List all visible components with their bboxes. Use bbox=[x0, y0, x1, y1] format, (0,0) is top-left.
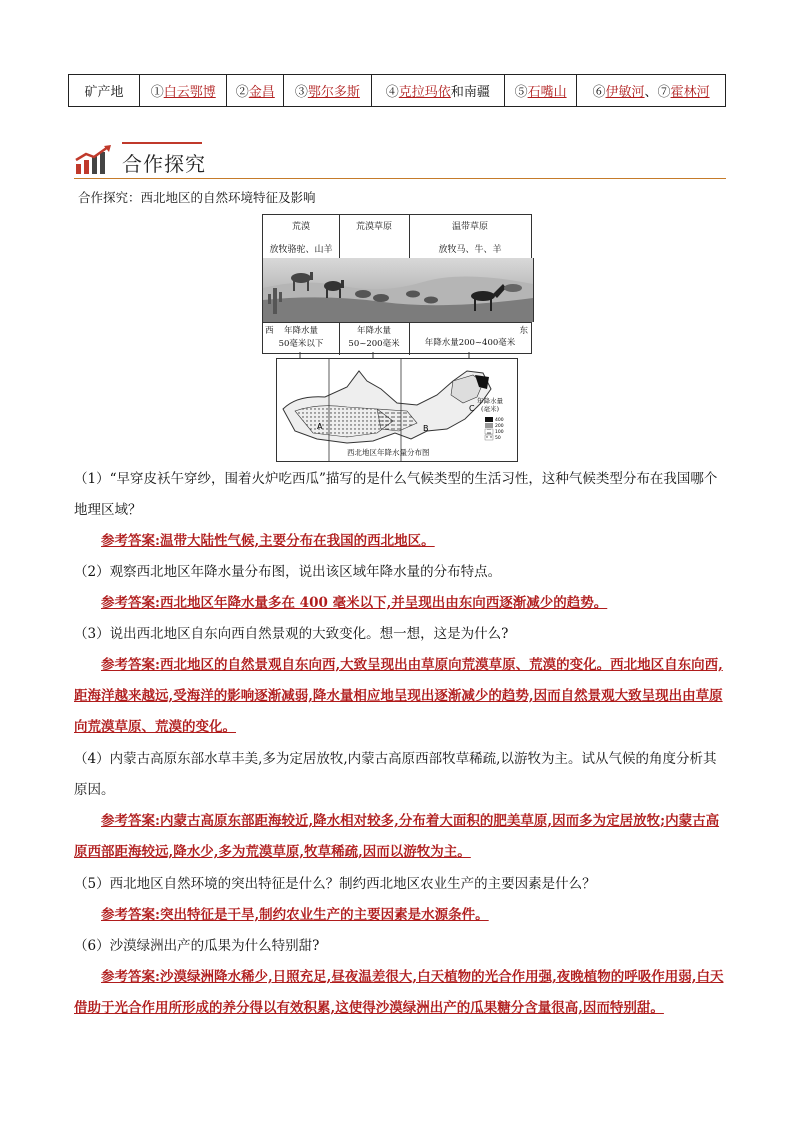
section-title: 合作探究 bbox=[122, 152, 206, 176]
answer-text bbox=[74, 969, 723, 1016]
answer-body: 突出特征是干旱,制约农业生产的主要因素是水源条件。 bbox=[159, 907, 489, 923]
map-legend bbox=[485, 417, 504, 441]
answer-text bbox=[74, 813, 719, 860]
col-head: 荒漠 bbox=[291, 222, 310, 232]
cow-icon bbox=[504, 284, 522, 292]
answer-body: 内蒙古高原东部距海较近,降水相对较多,分布着大面积的肥美草原,因而多为定居放牧;内蒙古高原西部距海较远,降水少,多为荒漠草原,牧草稀疏,因而以游牧为主。 bbox=[74, 813, 720, 860]
question-text: （3）说出西北地区自东向西自然景观的大致变化。想一想，这是为什么? bbox=[74, 626, 509, 642]
legend-title-line: 年降水量 bbox=[477, 397, 503, 405]
cell-place: 白云鄂博 bbox=[163, 85, 216, 100]
cell-place: 鄂尔多斯 bbox=[307, 85, 360, 100]
answer-text bbox=[101, 533, 435, 549]
legend-value: 100 bbox=[495, 430, 504, 435]
answer-label: 参考答案: bbox=[101, 533, 160, 549]
table-cell bbox=[371, 75, 504, 107]
table-cell-header bbox=[69, 75, 140, 107]
table-cell bbox=[284, 75, 371, 107]
precip-cell-east bbox=[409, 323, 531, 355]
question-text: （1）“早穿皮袄午穿纱，围着火炉吃西瓜”描写的是什么气候类型的生活习性，这种气候类型分布在我国哪个地理区域？ bbox=[74, 471, 718, 518]
question-block-4 bbox=[74, 744, 726, 868]
landscape-col-steppe bbox=[409, 215, 531, 259]
question-text: （2）观察西北地区年降水量分布图，说出该区域年降水量的分布特点。 bbox=[74, 564, 502, 580]
map-caption: 西北地区年降水量分布图 bbox=[347, 448, 430, 457]
question-block-1 bbox=[74, 464, 726, 557]
answer-label: 参考答案: bbox=[101, 657, 160, 673]
col-head: 荒漠草原 bbox=[355, 222, 392, 232]
question-block-3 bbox=[74, 619, 726, 743]
col-sub: 放牧骆驼、山羊 bbox=[269, 245, 333, 255]
cell-text: 和南疆 bbox=[450, 85, 490, 100]
landscape-type-header bbox=[262, 214, 532, 260]
cell-index: ⑥ bbox=[592, 85, 606, 100]
question-block-2 bbox=[74, 557, 726, 619]
answer-label: 参考答案: bbox=[101, 969, 160, 985]
precip-label: 年降水量 bbox=[283, 326, 318, 336]
answer-label: 参考答案: bbox=[101, 813, 160, 829]
direction-east: 东 bbox=[519, 326, 528, 336]
legend-title-line: (毫米) bbox=[480, 405, 500, 413]
map-label-b: B bbox=[423, 424, 429, 433]
cell-place: 克拉玛依 bbox=[398, 85, 451, 100]
table-cell bbox=[227, 75, 284, 107]
landscape-figure bbox=[262, 210, 532, 460]
cell-index: ④ bbox=[385, 85, 399, 100]
precip-value: 50毫米以下 bbox=[278, 339, 324, 349]
header-underline bbox=[74, 178, 726, 179]
map-label-c: C bbox=[469, 404, 475, 413]
cell-index: ① bbox=[150, 85, 164, 100]
table-cell bbox=[577, 75, 726, 107]
answer-text bbox=[101, 907, 489, 923]
question-block-5 bbox=[74, 869, 726, 931]
table-cell bbox=[505, 75, 577, 107]
mineral-table bbox=[68, 74, 726, 107]
cell-index: ② bbox=[235, 85, 249, 100]
precip-value: 50~200毫米 bbox=[348, 339, 400, 349]
question-text: （6）沙漠绿洲出产的瓜果为什么特别甜? bbox=[74, 938, 320, 954]
cell-text: 矿产地 bbox=[84, 85, 124, 100]
cell-place: 金昌 bbox=[248, 85, 275, 100]
precip-cell-west bbox=[263, 323, 340, 355]
answer-body: 沙漠绿洲降水稀少,日照充足,昼夜温差很大,白天植物的光合作用强,夜晚植物的呼吸作用弱,白天借助于光合作用所形成的养分得以有效积累,这使得沙漠绿洲出产的瓜果糖分含量很高,因而特别甜。 bbox=[74, 969, 724, 1016]
col-head: 温带草原 bbox=[451, 222, 488, 232]
answer-label: 参考答案: bbox=[101, 907, 160, 923]
header-accent-line bbox=[122, 142, 202, 144]
map-label-a: A bbox=[317, 422, 323, 431]
legend-title bbox=[477, 397, 503, 413]
landscape-illustration bbox=[263, 258, 533, 322]
landscape-col-desert bbox=[263, 215, 340, 259]
direction-west: 西 bbox=[265, 326, 274, 336]
precip-cell-middle bbox=[339, 323, 410, 355]
cell-place: 霍林河 bbox=[670, 85, 710, 100]
cell-index: ③ bbox=[294, 85, 308, 100]
cell-place: 石嘴山 bbox=[527, 85, 567, 100]
col-sub: 放牧马、牛、羊 bbox=[438, 245, 502, 255]
answer-text bbox=[101, 595, 607, 611]
growth-chart-icon bbox=[74, 144, 114, 176]
section-subtitle: 合作探究：西北地区的自然环境特征及影响 bbox=[78, 190, 316, 205]
cell-text: 、⑦ bbox=[644, 85, 671, 100]
question-block-6 bbox=[74, 931, 726, 1024]
cell-place: 伊敏河 bbox=[605, 85, 645, 100]
answer-label: 参考答案: bbox=[101, 595, 160, 611]
legend-value: 400 bbox=[495, 418, 504, 423]
question-text: （4）内蒙古高原东部水草丰美,多为定居放牧,内蒙古高原西部牧草稀疏,以游牧为主。试从气候的角度分析其原因。 bbox=[74, 751, 717, 798]
table-row bbox=[69, 75, 726, 107]
precipitation-row bbox=[262, 322, 532, 354]
answer-text bbox=[74, 657, 723, 735]
section-header bbox=[74, 138, 726, 180]
landscape-photo bbox=[262, 258, 534, 322]
legend-value: 200 bbox=[495, 424, 504, 429]
question-text: （5）西北地区自然环境的突出特征是什么？制约西北地区农业生产的主要因素是什么？ bbox=[74, 876, 596, 892]
answer-body: 西北地区年降水量多在 400 毫米以下,并呈现出由东向西逐渐减少的趋势。 bbox=[159, 595, 608, 611]
answer-body: 西北地区的自然景观自东向西,大致呈现出由草原向荒漠草原、荒漠的变化。西北地区自东向西,距海洋越来越远,受海洋的影响逐渐减弱,降水量相应地呈现出逐渐减少的趋势,因而自然景观大致呈现出由草原向荒漠草原、荒漠的变化。 bbox=[74, 657, 723, 735]
legend-value: 50 bbox=[495, 436, 501, 441]
precip-value: 年降水量200~400毫米 bbox=[424, 338, 516, 348]
answer-body: 温带大陆性气候,主要分布在我国的西北地区。 bbox=[159, 533, 435, 549]
landscape-col-desert-steppe bbox=[339, 215, 410, 259]
table-cell bbox=[140, 75, 227, 107]
precipitation-map bbox=[276, 358, 518, 462]
precip-label: 年降水量 bbox=[356, 326, 391, 336]
cell-index: ⑤ bbox=[514, 85, 528, 100]
